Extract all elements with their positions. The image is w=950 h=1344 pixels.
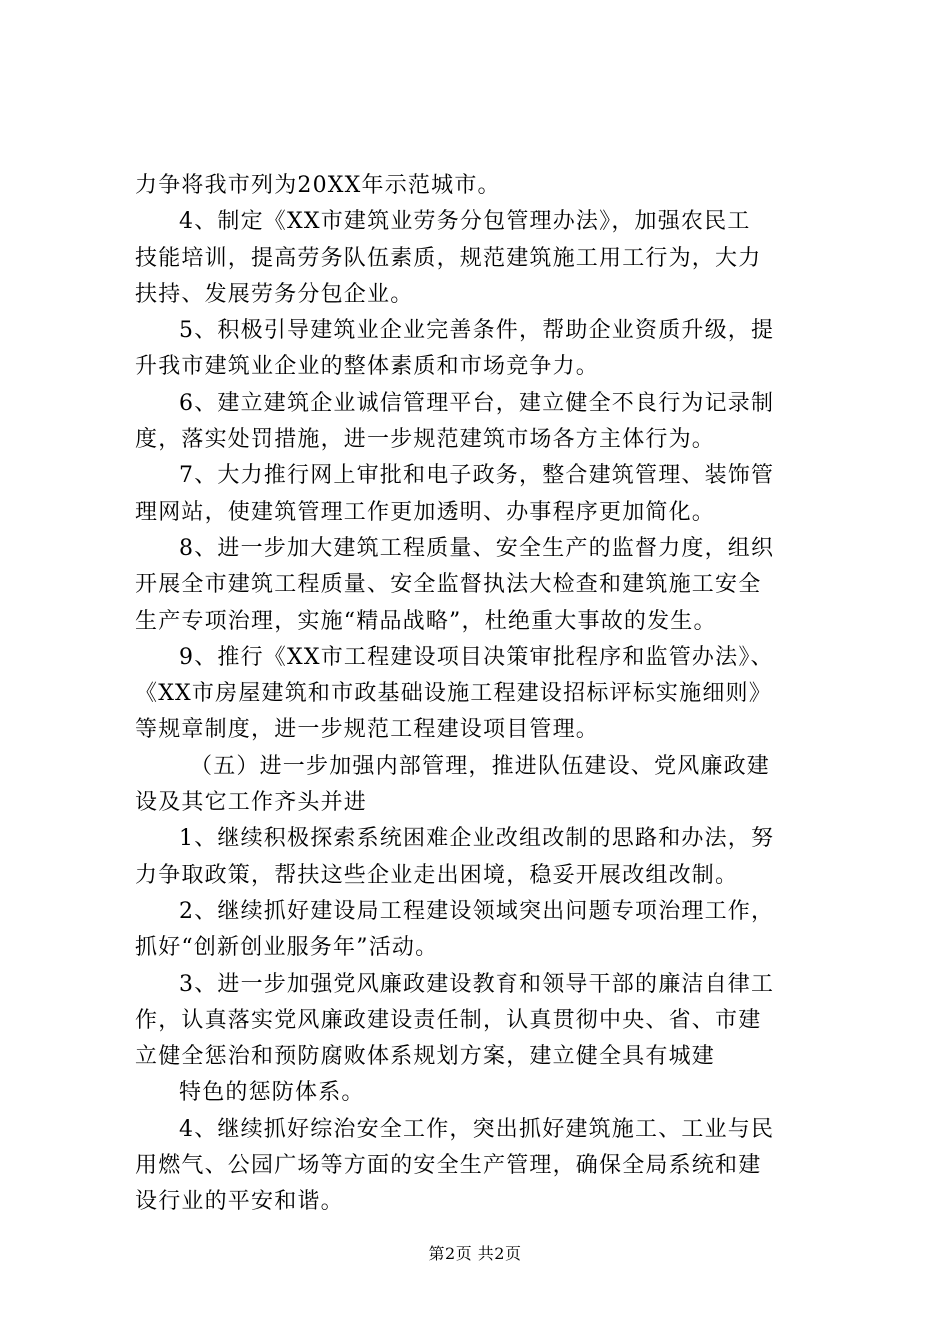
text-line: 6、建立建筑企业诚信管理平台，建立健全不良行为记录制 xyxy=(179,390,775,416)
text-line: 立健全惩治和预防腐败体系规划方案，建立健全具有城建 xyxy=(135,1044,716,1070)
text-line: 扶持、发展劳务分包企业。 xyxy=(135,281,414,307)
text-line: 特色的惩防体系。 xyxy=(179,1080,365,1106)
text-line: 力争将我市列为20XX年示范城市。 xyxy=(135,173,501,198)
text-line: 力争取政策，帮扶这些企业走出困境，稳妥开展改组改制。 xyxy=(135,862,739,888)
text-line: 4、制定《XX市建筑业劳务分包管理办法》，加强农民工 xyxy=(179,209,751,235)
text-line: 度，落实处罚措施，进一步规范建筑市场各方主体行为。 xyxy=(135,427,716,453)
text-line: 生产专项治理，实施“精品战略”，杜绝重大事故的发生。 xyxy=(135,608,717,634)
text-line: 设行业的平安和谐。 xyxy=(135,1189,344,1215)
text-line: 技能培训，提高劳务队伍素质，规范建筑施工用工行为，大力 xyxy=(135,245,762,271)
text-line: 抓好“创新创业服务年”活动。 xyxy=(135,935,439,961)
text-line: 4、继续抓好综治安全工作，突出抓好建筑施工、工业与民 xyxy=(179,1116,775,1142)
text-line: 开展全市建筑工程质量、安全监督执法大检查和建筑施工安全 xyxy=(135,572,762,598)
text-line: 用燃气、公园广场等方面的安全生产管理，确保全局系统和建 xyxy=(135,1153,762,1179)
section-heading: 设及其它工作齐头并进 xyxy=(135,790,368,816)
document-body xyxy=(135,168,835,1221)
text-line: 9、推行《XX市工程建设项目决策审批程序和监管办法》、 xyxy=(179,644,774,670)
text-line: 理网站，使建筑管理工作更加透明、办事程序更加简化。 xyxy=(135,499,716,525)
section-heading: （五）进一步加强内部管理，推进队伍建设、党风廉政建 xyxy=(190,753,771,779)
text-line: 1、继续积极探索系统困难企业改组改制的思路和办法，努 xyxy=(179,826,775,852)
text-line: 3、进一步加强党风廉政建设教育和领导干部的廉洁自律工 xyxy=(179,971,775,997)
text-line: 5、积极引导建筑业企业完善条件，帮助企业资质升级，提 xyxy=(179,318,775,344)
text-line: 2、继续抓好建设局工程建设领域突出问题专项治理工作， xyxy=(179,898,775,924)
text-line: 作，认真落实党风廉政建设责任制，认真贯彻中央、省、市建 xyxy=(135,1007,762,1033)
page-number-footer: 第2页 共2页 xyxy=(428,1244,522,1263)
text-line: 等规章制度，进一步规范工程建设项目管理。 xyxy=(135,717,600,743)
text-line: 升我市建筑业企业的整体素质和市场竞争力。 xyxy=(135,354,600,380)
text-line: 《XX市房屋建筑和市政基础设施工程建设招标评标实施细则》 xyxy=(135,681,772,707)
text-line: 7、大力推行网上审批和电子政务，整合建筑管理、装饰管 xyxy=(179,463,775,489)
text-line: 8、进一步加大建筑工程质量、安全生产的监督力度，组织 xyxy=(179,535,775,561)
